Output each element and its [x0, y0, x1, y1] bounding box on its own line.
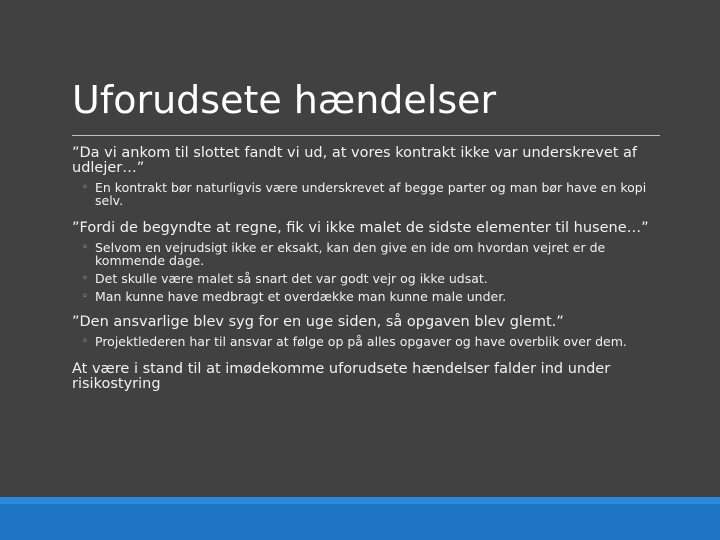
circle-bullet-icon: ◦ [82, 182, 88, 193]
slide-title: Uforudsete hændelser [72, 78, 497, 122]
sub-bullet-text: Det skulle være malet så snart det var godt vejr og ikke udsat. [95, 271, 488, 286]
sub-list [72, 335, 662, 348]
content-group [72, 146, 662, 207]
sub-list [72, 241, 662, 303]
sub-bullet-text: Man kunne have medbragt et overdække man kunne male under. [95, 289, 507, 304]
sub-bullet-item [72, 335, 662, 348]
paragraph-quote-rain: ”Fordi de begyndte at regne, fik vi ikke malet de sidste elementer til husene…” [72, 220, 649, 236]
sub-bullet-item [72, 241, 662, 267]
bottom-accent-highlight [0, 497, 720, 504]
sub-bullet-item [72, 290, 662, 303]
content-group [72, 362, 662, 392]
sub-bullet-text: Projektlederen har til ansvar at følge op på alles opgaver og have overblik over dem. [95, 334, 627, 349]
title-divider [72, 135, 660, 136]
sub-bullet-item [72, 181, 662, 207]
slide-body [72, 146, 662, 406]
sub-list [72, 181, 662, 207]
circle-bullet-icon: ◦ [82, 291, 88, 302]
paragraph-quote-contract: ”Da vi ankom til slottet fandt vi ud, at vores kontrakt ikke var underskrevet af udlejer…” [72, 145, 638, 176]
paragraph-quote-sick: ”Den ansvarlige blev syg for en uge siden, så opgaven blev glemt.” [72, 314, 564, 330]
sub-bullet-item [72, 272, 662, 285]
circle-bullet-icon: ◦ [82, 336, 88, 347]
content-group [72, 315, 662, 348]
sub-bullet-text: Selvom en vejrudsigt ikke er eksakt, kan den give en ide om hvordan vejret er de kommende dage. [95, 240, 606, 268]
sub-bullet-text: En kontrakt bør naturligvis være underskrevet af begge parter og man bør have en kopi selv. [95, 180, 647, 208]
paragraph-conclusion: At være i stand til at imødekomme uforudsete hændelser falder ind under risikostyring [72, 361, 611, 392]
content-group [72, 221, 662, 303]
circle-bullet-icon: ◦ [82, 273, 88, 284]
circle-bullet-icon: ◦ [82, 242, 88, 253]
